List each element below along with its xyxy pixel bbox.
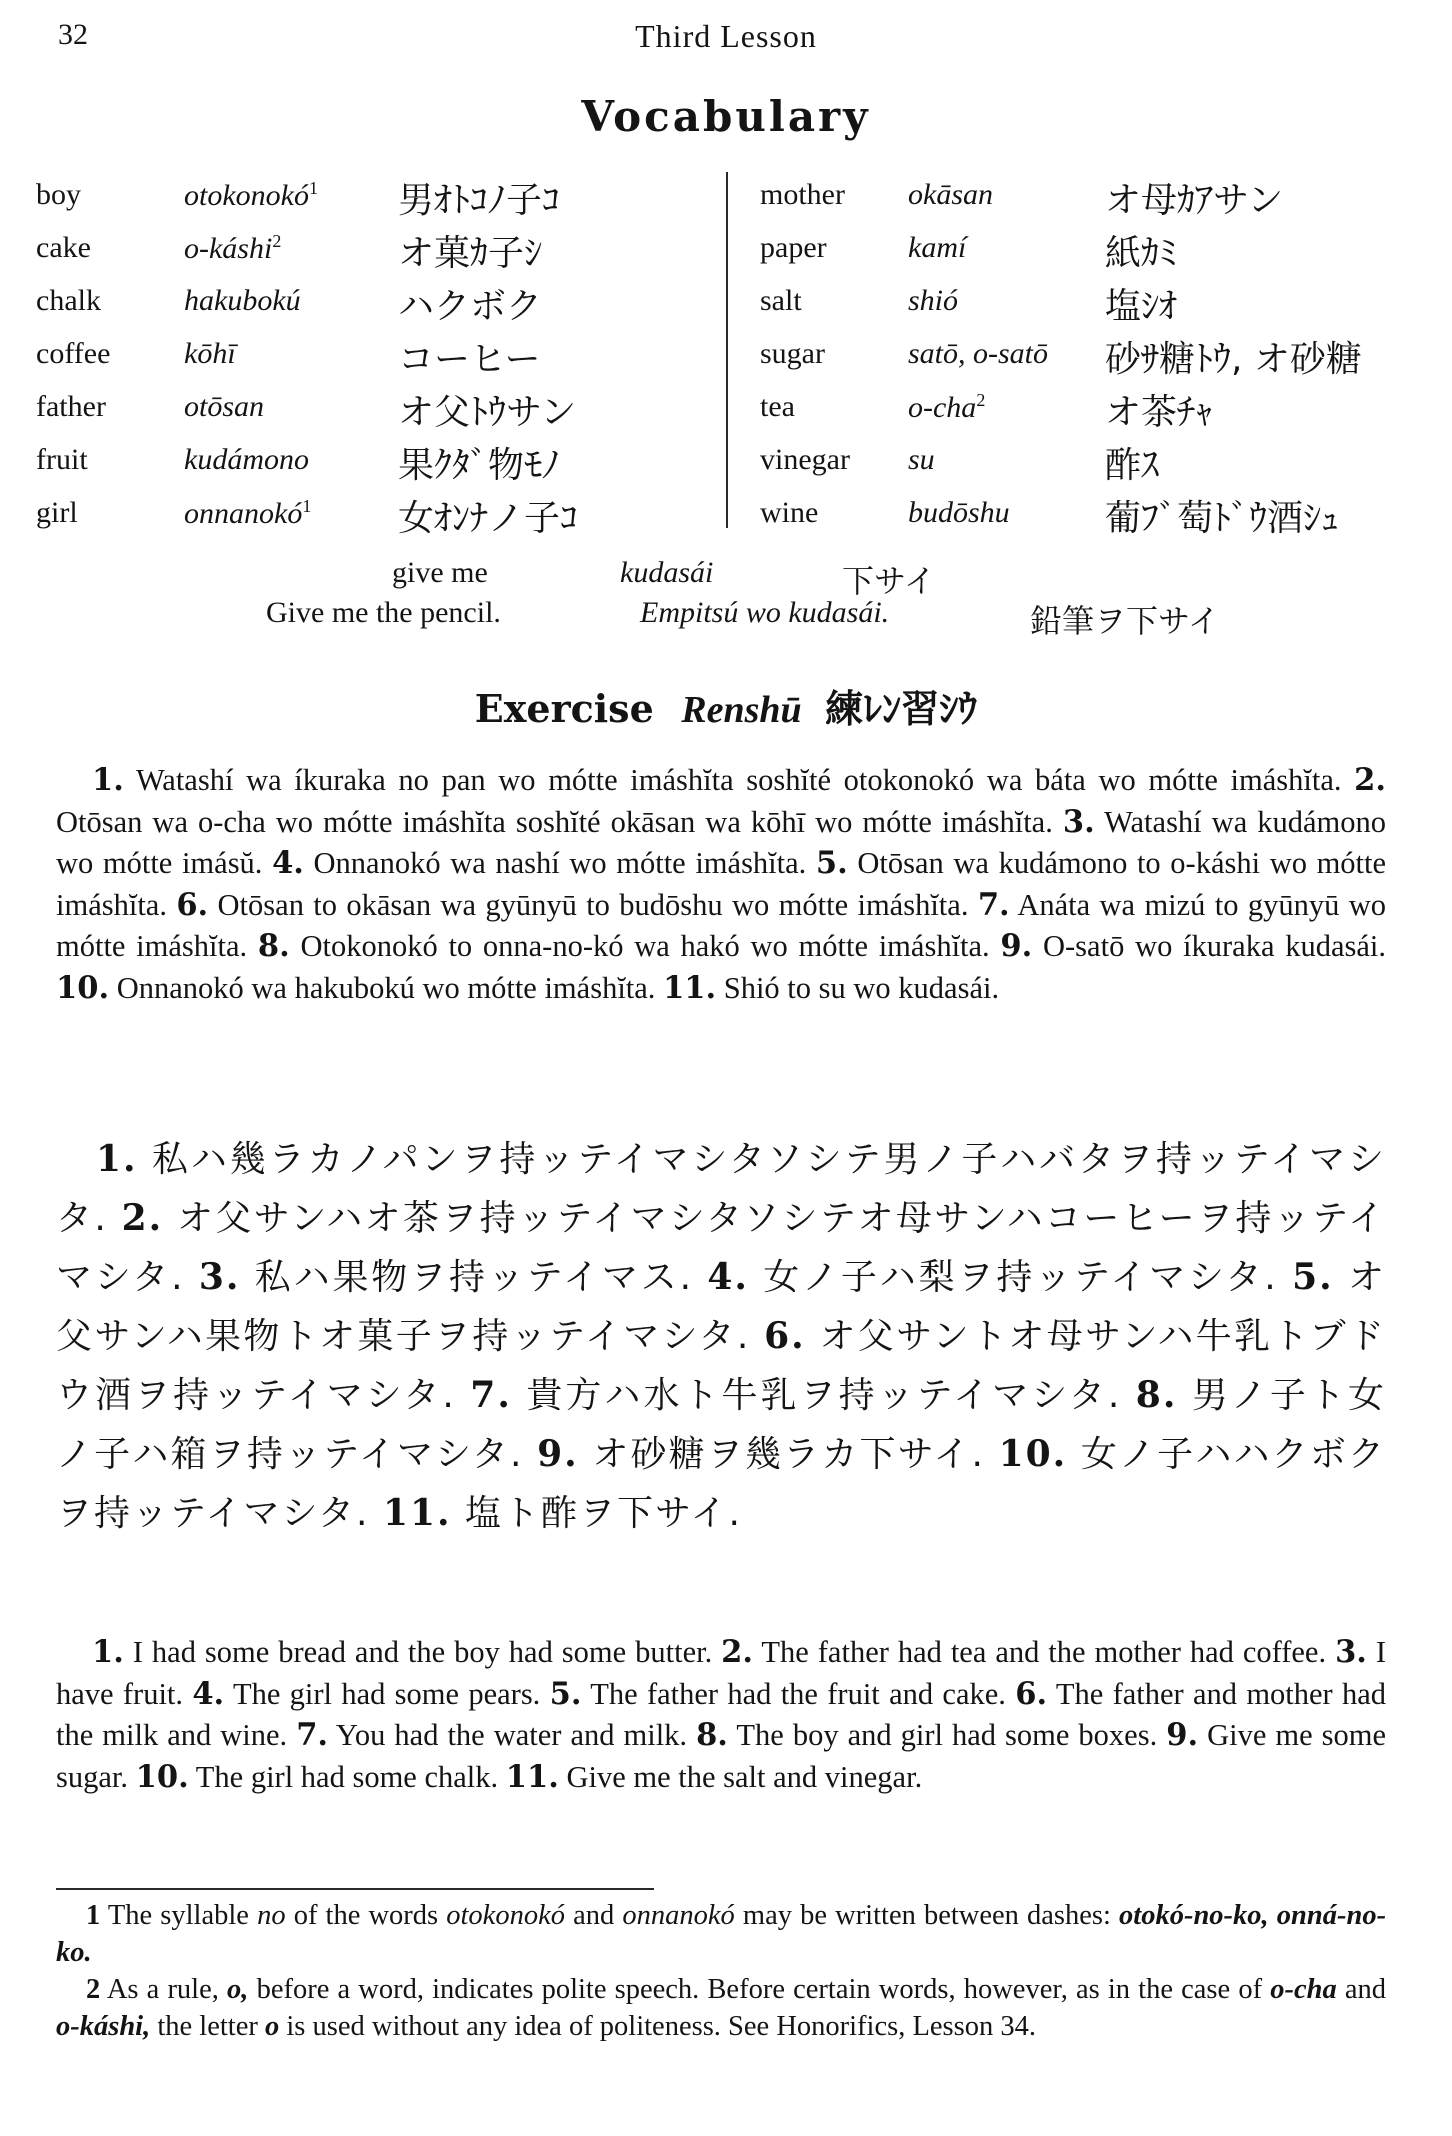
sentence-text: 男ノ子ト女ノ子ハ箱ヲ持ッテイマシタ. [56, 1375, 1386, 1475]
sentence-text: 貴方ハ水ト牛乳ヲ持ッテイマシタ. [526, 1375, 1122, 1416]
vocab-row [760, 488, 1420, 541]
sentence-number: 8. [257, 928, 290, 964]
footnote-bold-italic: o [264, 2011, 280, 2042]
vocab-english: vinegar [760, 443, 850, 476]
footnote-text: As a rule, [106, 1974, 219, 2005]
vocab-romaji [908, 443, 935, 477]
vocab-kanji: 酢ｽ [1105, 445, 1160, 486]
footnote-ref: 1 [302, 496, 312, 516]
vocab-kanji: 砂ｻ糖ﾄｳ, オ砂糖 [1105, 339, 1362, 380]
column-divider [726, 172, 728, 528]
vocab-romaji-text: shió [908, 284, 959, 317]
vocab-romaji-text: satō, o-satō [908, 337, 1049, 370]
vocab-kanji: コーヒー [398, 339, 541, 380]
sentence-number: 3. [1335, 1634, 1367, 1670]
sentence-text: I have fruit. [56, 1635, 1387, 1711]
example-romaji: Empitsú wo kudasái. [640, 596, 890, 629]
vocab-english: tea [760, 390, 795, 423]
footnote-bold-italic: otokó-no-ko, onná-no-ko. [56, 1900, 1387, 1968]
vocab-romaji-text: o-káshi [184, 232, 273, 265]
vocab-kanji: 女ｵﾝﾅノ子ｺ [398, 498, 579, 539]
exercise-romaji-paragraph [56, 760, 1386, 1009]
sentence-number: 7. [470, 1374, 512, 1416]
vocab-row [760, 329, 1420, 382]
footnote-bold-italic: o-cha [1270, 1974, 1337, 2005]
vocab-row [36, 435, 726, 488]
vocab-romaji-text: kudámono [184, 443, 309, 476]
sentence-text: The girl had some pears. [232, 1676, 541, 1711]
footnote-italic: otokonokó [446, 1900, 565, 1931]
footnote-bold-italic: o-káshi, [56, 2011, 151, 2042]
sentence-text: オ父サントオ母サンハ牛乳トブドウ酒ヲ持ッテイマシタ. [56, 1316, 1386, 1416]
vocab-kanji: ハクボク [398, 286, 543, 327]
sentence-number: 3. [1062, 803, 1095, 840]
vocab-row [760, 223, 1420, 276]
footnote-italic: no [257, 1900, 286, 1931]
sentence-number: 8. [1135, 1374, 1178, 1416]
sentence-number: 9. [1166, 1717, 1199, 1753]
vocab-romaji-text: hakubokú [184, 284, 301, 317]
vocab-romaji [908, 496, 1010, 530]
footnote-1 [56, 1897, 1386, 1971]
footnote-bold-italic: o, [227, 1974, 249, 2005]
sentence-number: 5. [1292, 1256, 1334, 1298]
sentence-text: Otōsan wa o-cha wo mótte imáshĭta soshĭté okāsan wa kōhī wo mótte imáshĭta. [56, 804, 1053, 839]
vocab-romaji [184, 284, 301, 318]
footnote-2 [56, 1971, 1386, 2045]
sentence-number: 6. [176, 886, 209, 923]
sentence-text: The father and mother had the milk and wine. [56, 1676, 1387, 1752]
sentence-number: 11. [505, 1758, 559, 1795]
vocab-english: fruit [36, 443, 88, 476]
footnote-text: and [1344, 1974, 1387, 2005]
vocab-kanji: 男ｵﾄｺﾉ子ｺ [398, 180, 561, 221]
vocab-row [760, 276, 1420, 329]
sentence-number: 6. [1015, 1675, 1048, 1712]
vocab-romaji [184, 231, 281, 266]
vocab-romaji-text: su [908, 443, 935, 476]
sentence-text: 塩ト酢ヲ下サイ. [465, 1493, 742, 1534]
vocab-kanji: 葡ﾌﾞ萄ﾄﾞｳ酒ｼｭ [1105, 498, 1340, 539]
sentence-number: 5. [815, 845, 848, 881]
vocab-romaji-text: otokonokó [184, 179, 309, 212]
vocab-romaji [908, 284, 958, 318]
vocab-kanji: オ茶ﾁｬ [1105, 392, 1214, 433]
vocab-romaji [908, 337, 1048, 371]
sentence-text: O-satō wo íkuraka kudasái. [1043, 929, 1387, 963]
sentence-text: I had some bread and the boy had some butter. [132, 1635, 713, 1669]
sentence-number: 2. [1354, 762, 1386, 798]
footnote-text: before a word, indicates polite speech. Before certain words, however, as in the case of [256, 1974, 1263, 2005]
sentence-text: You had the water and milk. [335, 1718, 688, 1752]
vocab-english: sugar [760, 337, 825, 370]
vocab-english: chalk [36, 284, 101, 317]
sentence-text: オ父サンハ果物トオ菓子ヲ持ッテイマシタ. [56, 1257, 1386, 1357]
vocab-english: paper [760, 231, 827, 264]
vocabulary-left-column [36, 170, 726, 541]
vocab-english: coffee [36, 337, 111, 370]
page-number: 32 [58, 18, 88, 51]
vocab-english: girl [36, 496, 78, 529]
sentence-text: The boy and girl had some boxes. [736, 1718, 1158, 1752]
exercise-title-romaji: Renshū [681, 689, 802, 731]
vocabulary-right-column [760, 170, 1420, 541]
vocab-romaji [908, 178, 993, 212]
sentence-text: Onnanokó wa nashí wo mótte imáshĭta. [313, 846, 807, 880]
sentence-number: 2. [721, 1634, 753, 1670]
vocab-kanji: オ母ｶｱサン [1105, 180, 1284, 221]
vocab-romaji-text: okāsan [908, 178, 993, 211]
vocab-kanji: 塩ｼｵ [1105, 286, 1178, 327]
vocab-row [36, 170, 726, 223]
exercise-english-paragraph [56, 1632, 1386, 1798]
sentence-number: 1. [92, 1634, 124, 1670]
vocab-kanji: 果ｸﾀﾞ物ﾓﾉ [398, 445, 561, 486]
give-me-en: give me [392, 556, 488, 589]
vocab-romaji [184, 390, 264, 424]
sentence-number: 9. [537, 1433, 579, 1475]
vocab-english: wine [760, 496, 819, 529]
vocab-romaji-text: budōshu [908, 496, 1010, 529]
sentence-text: Otokonokó to onna-no-kó wa hakó wo mótte imáshĭta. [300, 929, 990, 963]
sentence-text: 私ハ幾ラカノパンヲ持ッテイマシタソシテ男ノ子ハバタヲ持ッテイマシタ. [56, 1139, 1387, 1239]
vocab-row [760, 170, 1420, 223]
sentence-text: Otōsan to okāsan wa gyūnyū to budōshu wo mótte imáshĭta. [217, 887, 969, 922]
sentence-number: 10. [56, 969, 110, 1006]
sentence-text: Watashí wa kudámono wo mótte imásŭ. [56, 804, 1387, 880]
exercise-title-kanji: 練ﾚﾝ習ｼｳ [825, 687, 978, 731]
sentence-number: 5. [549, 1675, 582, 1712]
sentence-number: 4. [192, 1675, 225, 1712]
footnote-italic: onnanokó [622, 1900, 735, 1931]
vocab-english: salt [760, 284, 802, 317]
sentence-number: 10. [998, 1433, 1068, 1475]
footnote-text: of the words [293, 1900, 439, 1931]
example-en: Give me the pencil. [266, 596, 501, 629]
vocab-romaji-text: onnanokó [184, 497, 303, 530]
footnote-text: and [573, 1900, 615, 1931]
sentence-text: 女ノ子ハ梨ヲ持ッテイマシタ. [763, 1257, 1278, 1298]
exercise-title [0, 678, 1452, 733]
vocab-romaji-text: o-cha [908, 391, 977, 424]
vocab-row [760, 435, 1420, 488]
footnote-text: the letter [157, 2011, 258, 2042]
sentence-text: Give me the salt and vinegar. [566, 1759, 923, 1794]
sentence-number: 11. [663, 969, 717, 1006]
vocab-english: boy [36, 178, 81, 211]
footnote-text: is used without any idea of politeness. See Honorifics, Lesson 34. [286, 2011, 1036, 2042]
vocab-romaji [184, 337, 236, 371]
sentence-text: オ父サンハオ茶ヲ持ッテイマシタソシテオ母サンハコーヒーヲ持ッテイマシタ. [56, 1198, 1386, 1298]
vocab-english: cake [36, 231, 91, 264]
vocab-row [36, 276, 726, 329]
sentence-number: 8. [696, 1717, 728, 1753]
vocab-romaji-text: otōsan [184, 390, 265, 423]
vocab-romaji [908, 390, 985, 425]
sentence-number: 1. [96, 1138, 138, 1180]
footnote-number: 1 [86, 1900, 101, 1931]
sentence-number: 10. [135, 1758, 189, 1795]
sentence-text: The father had tea and the mother had coffee. [761, 1635, 1327, 1669]
sentence-number: 2. [121, 1197, 164, 1239]
sentence-number: 9. [1000, 928, 1033, 964]
footnote-ref: 2 [272, 231, 282, 251]
sentence-number: 6. [764, 1315, 806, 1357]
running-header [0, 18, 1452, 58]
exercise-japanese-paragraph [56, 1130, 1386, 1543]
sentence-text: The father had the fruit and cake. [590, 1676, 1006, 1711]
sentence-text: Give me some sugar. [56, 1718, 1387, 1794]
sentence-number: 4. [707, 1256, 749, 1298]
sentence-text: Shió to su wo kudasái. [723, 970, 1000, 1005]
sentence-number: 7. [977, 886, 1010, 923]
vocab-english: father [36, 390, 106, 423]
vocab-romaji [184, 178, 318, 213]
footnote-ref: 1 [308, 178, 318, 198]
sentence-text: オ砂糖ヲ幾ラカ下サイ. [592, 1434, 985, 1475]
sentence-text: 私ハ果物ヲ持ッテイマス. [254, 1257, 694, 1298]
sentence-number: 7. [296, 1717, 329, 1753]
vocab-english: mother [760, 178, 845, 211]
sentence-text: 女ノ子ハハクボクヲ持ッテイマシタ. [56, 1434, 1387, 1534]
footnote-rule [56, 1888, 654, 1890]
give-me-romaji: kudasái [620, 556, 714, 589]
vocab-romaji [908, 231, 966, 265]
footnote-text: may be written between dashes: [742, 1900, 1111, 1931]
vocab-row [36, 488, 726, 541]
footnote-number: 2 [86, 1974, 101, 2005]
vocabulary-title: Vocabulary [581, 92, 871, 141]
give-me-kanji: 下サイ [842, 562, 936, 600]
vocab-row [760, 382, 1420, 435]
sentence-number: 1. [92, 762, 124, 798]
sentence-text: Anáta wa mizú to gyūnyū wo mótte imáshĭta. [56, 887, 1387, 963]
sentence-text: The girl had some chalk. [195, 1759, 499, 1794]
running-title: Third Lesson [635, 18, 817, 54]
exercise-title-en: Exercise [474, 686, 654, 731]
vocab-romaji [184, 496, 311, 531]
sentence-number: 11. [382, 1492, 452, 1534]
footnote-ref: 2 [976, 390, 986, 410]
sentence-text: Otōsan wa kudámono to o-káshi wo mótte imáshĭta. [56, 846, 1387, 922]
example-kanji: 鉛筆ヲ下サイ [1030, 602, 1220, 640]
sentence-number: 4. [272, 845, 304, 881]
vocab-kanji: オ菓ｶ子ｼ [398, 233, 543, 274]
vocab-romaji-text: kōhī [184, 337, 236, 370]
vocab-row [36, 329, 726, 382]
vocab-romaji-text: kamí [908, 231, 967, 264]
vocab-row [36, 382, 726, 435]
sentence-number: 3. [198, 1256, 241, 1298]
sentence-text: Watashí wa íkuraka no pan wo mótte imáshĭta soshĭté otokonokó wa báta wo mótte imáshĭta. [135, 763, 1342, 797]
footnote-text: The syllable [107, 1900, 249, 1931]
vocab-kanji: 紙ｶﾐ [1105, 233, 1178, 274]
vocab-row [36, 223, 726, 276]
vocab-romaji [184, 443, 309, 477]
sentence-text: Onnanokó wa hakubokú wo mótte imáshĭta. [116, 970, 656, 1005]
vocab-kanji: オ父ﾄｳサン [398, 392, 577, 433]
